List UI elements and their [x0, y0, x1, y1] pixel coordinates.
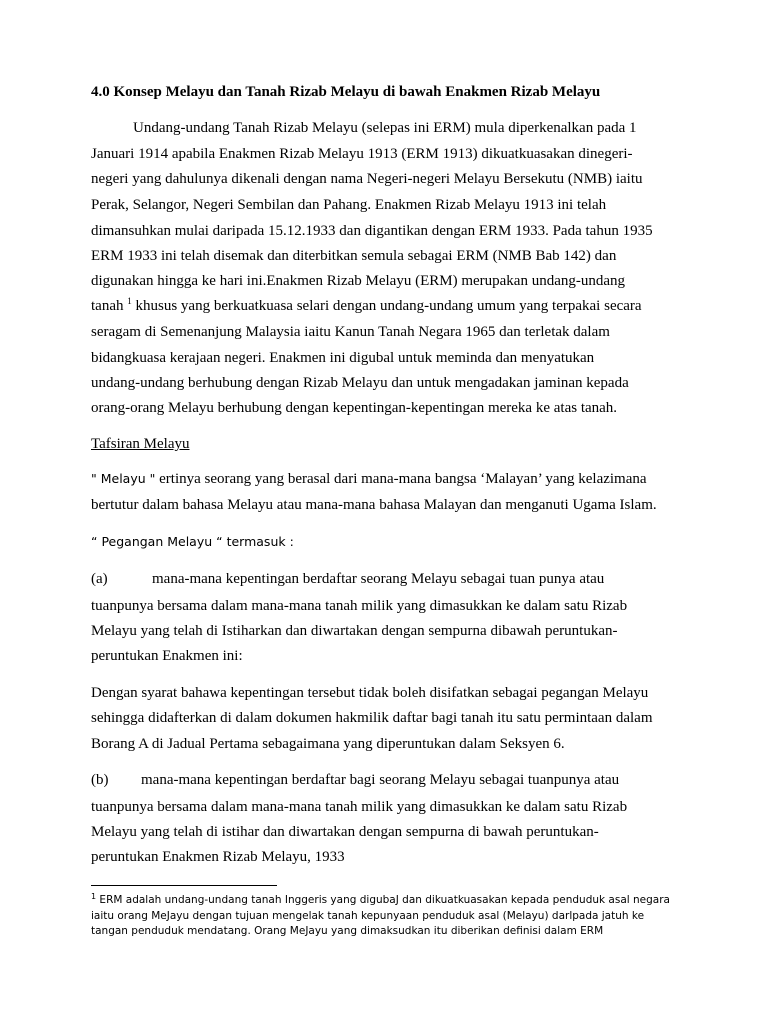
footnote-line: [91, 893, 670, 907]
intro-line-text: khusus yang berkuatkuasa selari dengan undang-undang umum yang terpakai secara: [131, 298, 642, 314]
intro-line: [91, 297, 642, 315]
item-a-line: [91, 570, 604, 588]
intro-line: dimansuhkan mulai daripada 15.12.1933 dan digantikan dengan ERM 1933. Pada tahun 1935: [91, 223, 653, 239]
item-a-line: Melayu yang telah di Istiharkan dan diwartakan dengan sempurna dibawah peruntukan-: [91, 623, 618, 639]
intro-line: orang-orang Melayu berhubung dengan kepentingan-kepentingan mereka ke atas tanah.: [91, 400, 618, 416]
item-b-line: Melayu yang telah di istihar dan diwartakan dengan sempurna di bawah peruntukan-: [91, 824, 599, 840]
intro-line: bidangkuasa kerajaan negeri. Enakmen ini digubal untuk meminda dan menyatukan: [91, 350, 595, 366]
definition-term: " Melayu ": [91, 471, 156, 486]
pegangan-heading: “ Pegangan Melayu “ termasuk :: [91, 534, 294, 549]
item-b-line: [91, 771, 619, 789]
intro-line: Januari 1914 apabila Enakmen Rizab Melayu 1913 (ERM 1913) dikuatkuasakan dinegeri-: [91, 146, 633, 162]
footnote-reference[interactable]: 1: [127, 296, 132, 306]
footnote-line: iaitu orang MeJayu dengan tujuan mengelak tanah kepunyaan penduduk asal (Melayu) darlpada jatuh ke: [91, 910, 645, 922]
item-a-line: tuanpunya bersama dalam mana-mana tanah milik yang dimasukkan ke dalam satu Rizab: [91, 598, 628, 614]
intro-line: Undang-undang Tanah Rizab Melayu (selepas ini ERM) mula diperkenalkan pada 1: [133, 120, 637, 136]
item-a-line: peruntukan Enakmen ini:: [91, 648, 243, 664]
proviso-line: Borang A di Jadual Pertama sebagaimana yang diperuntukan dalam Seksyen 6.: [91, 736, 565, 752]
intro-line: ERM 1933 ini telah disemak dan diterbitkan semula sebagai ERM (NMB Bab 142) dan: [91, 248, 617, 264]
footnote-separator: [91, 885, 277, 886]
intro-line-text: tanah: [91, 298, 124, 314]
tafsiran-heading: Tafsiran Melayu: [91, 436, 190, 452]
definition-line: [91, 470, 647, 488]
definition-text: ertinya seorang yang berasal dari mana-mana bangsa ‘Malayan’ yang kelazimana: [155, 471, 647, 487]
item-label: (a): [91, 571, 108, 587]
footnote-text: ERM adalah undang-undang tanah Inggeris yang digubaJ dan dikuatkuasakan kepada penduduk asal negara: [96, 894, 670, 906]
intro-line: Perak, Selangor, Negeri Sembilan dan Pahang. Enakmen Rizab Melayu 1913 ini telah: [91, 197, 607, 213]
item-b-line: peruntukan Enakmen Rizab Melayu, 1933: [91, 849, 345, 865]
intro-line: seragam di Semenanjung Malaysia iaitu Kanun Tanah Negara 1965 dan terletak dalam: [91, 324, 610, 340]
intro-line: digunakan hingga ke hari ini.Enakmen Rizab Melayu (ERM) merupakan undang-undang: [91, 273, 626, 289]
item-text: mana-mana kepentingan berdaftar seorang Melayu sebagai tuan punya atau: [152, 571, 605, 587]
item-b-line: tuanpunya bersama dalam mana-mana tanah milik yang dimasukkan ke dalam satu Rizab: [91, 799, 628, 815]
intro-line: undang-undang berhubung dengan Rizab Melayu dan untuk mengadakan jaminan kepada: [91, 375, 629, 391]
footnote-marker: 1: [91, 892, 97, 901]
definition-line: bertutur dalam bahasa Melayu atau mana-mana bahasa Malayan dan menganuti Ugama Islam.: [91, 497, 657, 513]
proviso-line: Dengan syarat bahawa kepentingan tersebut tidak boleh disifatkan sebagai pegangan Melayu: [91, 685, 649, 701]
footnote-line: tangan penduduk mendatang. Orang MeJayu yang dimaksudkan itu diberikan definisi dalam ERM: [91, 925, 604, 937]
item-text: mana-mana kepentingan berdaftar bagi seorang Melayu sebagai tuanpunya atau: [141, 772, 620, 788]
item-label: (b): [91, 772, 109, 788]
section-heading: 4.0 Konsep Melayu dan Tanah Rizab Melayu di bawah Enakmen Rizab Melayu: [91, 84, 601, 100]
proviso-line: sehingga didafterkan di dalam dokumen hakmilik daftar bagi tanah itu satu permintaan dalam: [91, 710, 653, 726]
intro-line: negeri yang dahulunya dikenali dengan nama Negeri-negeri Melayu Bersekutu (NMB) iaitu: [91, 171, 643, 187]
